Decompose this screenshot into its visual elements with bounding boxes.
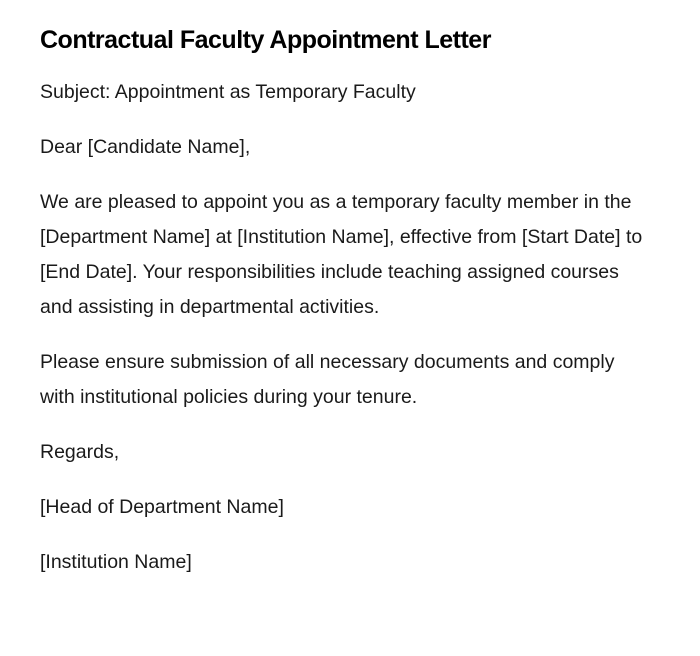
salutation: Dear [Candidate Name], <box>40 136 251 158</box>
institution-name: [Institution Name] <box>40 551 192 573</box>
signer-name: [Head of Department Name] <box>40 496 284 518</box>
body-paragraph-2: Please ensure submission of all necessary documents and comply with institutional policies during your tenure. <box>40 351 615 408</box>
body-paragraph-1: We are pleased to appoint you as a temporary faculty member in the [Department Name] at [Institution Name], effective from [Start Date] to [End Date]. Your responsibilities include teaching assigned courses and assisting in departmental activities. <box>40 191 643 318</box>
page-title: Contractual Faculty Appointment Letter <box>40 26 491 54</box>
subject-line: Subject: Appointment as Temporary Faculty <box>40 81 416 103</box>
closing: Regards, <box>40 441 120 463</box>
